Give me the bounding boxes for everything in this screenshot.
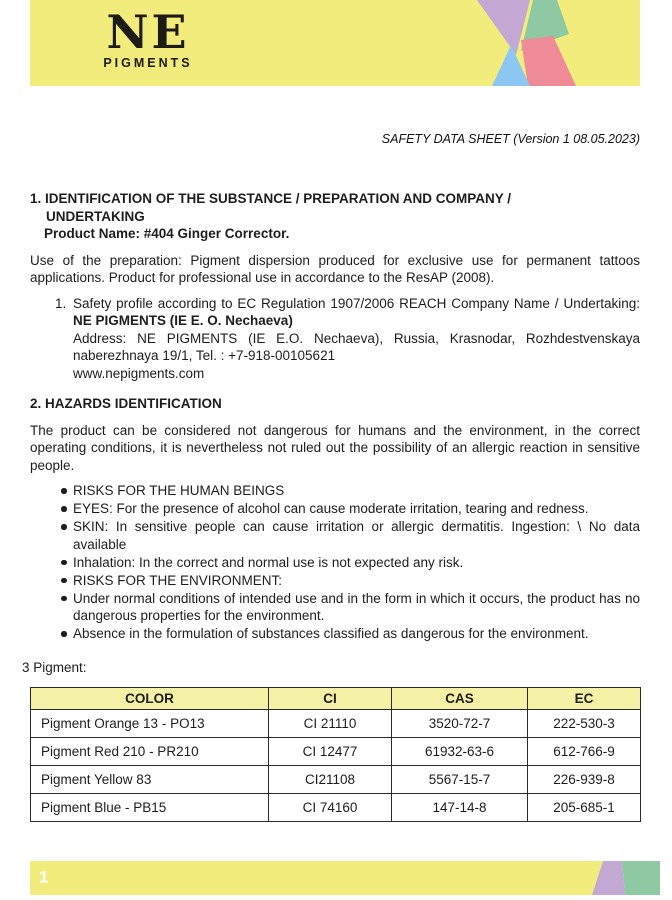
cell-ec: 226-939-8 bbox=[528, 766, 641, 794]
company-logo bbox=[88, 5, 208, 73]
cell-cas: 147-14-8 bbox=[392, 794, 528, 822]
bullet-text: SKIN: In sensitive people can cause irritation or allergic dermatitis. Ingestion: \ No data available bbox=[73, 519, 640, 552]
bullet-dot-icon bbox=[61, 488, 67, 494]
pigments-count-label: 3 Pigment: bbox=[22, 659, 87, 675]
company-website: www.nepigments.com bbox=[73, 365, 205, 381]
use-of-preparation-paragraph: Use of the preparation: Pigment dispersion produced for exclusive use for permanent tattoos applications. Product for professional use in accordance to the ResAP (2008). bbox=[30, 252, 640, 285]
cell-cas: 3520-72-7 bbox=[392, 710, 528, 738]
table-header-row bbox=[31, 688, 641, 710]
section2-heading: 2. HAZARDS IDENTIFICATION bbox=[30, 396, 222, 411]
table-row bbox=[31, 794, 641, 822]
cell-ec: 205-685-1 bbox=[528, 794, 641, 822]
cell-ci: CI 12477 bbox=[269, 738, 392, 766]
footer-decoration-shapes-icon bbox=[30, 861, 672, 895]
company-address: Address: NE PIGMENTS (IE E.O. Nechaeva), Russia, Krasnodar, Rozhdestvenskaya naberezhnaya 19/1, Tel. : +7-918-00105621 bbox=[73, 330, 640, 363]
cell-ec: 612-766-9 bbox=[528, 738, 641, 766]
cell-cas: 5567-15-7 bbox=[392, 766, 528, 794]
header-band bbox=[30, 0, 640, 86]
safety-profile-list-item bbox=[30, 295, 640, 383]
bullet-item bbox=[30, 572, 640, 590]
logo-pigments-text: PIGMENTS bbox=[103, 56, 193, 70]
cell-color: Pigment Yellow 83 bbox=[31, 766, 269, 794]
header-decoration-shapes-icon bbox=[463, 0, 613, 86]
list-number: 1. bbox=[55, 295, 67, 311]
bullet-dot-icon bbox=[61, 596, 67, 602]
bullet-item bbox=[30, 554, 640, 572]
bullet-text: RISKS FOR THE ENVIRONMENT: bbox=[73, 572, 283, 588]
cell-cas: 61932-63-6 bbox=[392, 738, 528, 766]
column-header-ec: EC bbox=[528, 688, 641, 710]
table-row bbox=[31, 710, 641, 738]
bullet-item bbox=[30, 625, 640, 643]
bullet-dot-icon bbox=[61, 631, 67, 637]
bullet-item bbox=[30, 500, 640, 518]
column-header-ci: CI bbox=[269, 688, 392, 710]
hazards-paragraph: The product can be considered not dangerous for humans and the environment, in the correct operating conditions, it is nevertheless not ruled out the possibility of an allergic reaction in sensitive people. bbox=[30, 422, 640, 473]
bullet-text: Under normal conditions of intended use and in the form in which it occurs, the product has no dangerous properties for the environment. bbox=[73, 590, 640, 623]
bullet-dot-icon bbox=[61, 506, 67, 512]
hazards-bullet-list bbox=[30, 482, 640, 643]
bullet-item bbox=[30, 590, 640, 625]
bullet-dot-icon bbox=[61, 524, 67, 530]
bullet-text: EYES: For the presence of alcohol can cause moderate irritation, tearing and redness. bbox=[73, 501, 589, 516]
logo-ne-text: NE bbox=[106, 5, 190, 59]
bullet-dot-icon bbox=[61, 560, 67, 566]
cell-ci: CI 74160 bbox=[269, 794, 392, 822]
pigments-table bbox=[30, 687, 641, 822]
section1-heading-line2: UNDERTAKING bbox=[46, 208, 145, 224]
cell-color: Pigment Red 210 - PR210 bbox=[31, 738, 269, 766]
cell-ci: CI 21110 bbox=[269, 710, 392, 738]
document-body bbox=[22, 190, 640, 822]
table-row bbox=[31, 738, 641, 766]
column-header-cas: CAS bbox=[392, 688, 528, 710]
product-name: Product Name: #404 Ginger Corrector. bbox=[44, 226, 290, 241]
table-row bbox=[31, 766, 641, 794]
page-number: 1 bbox=[39, 867, 49, 887]
cell-color: Pigment Orange 13 - PO13 bbox=[31, 710, 269, 738]
column-header-color: COLOR bbox=[31, 688, 269, 710]
bullet-dot-icon bbox=[61, 578, 67, 584]
section1-heading bbox=[30, 190, 640, 243]
safety-profile-lead: Safety profile according to EC Regulation 1907/2006 REACH Company Name / Undertaking: bbox=[73, 295, 640, 311]
company-name-bold: NE PIGMENTS (IE E. O. Nechaeva) bbox=[73, 313, 293, 328]
safety-profile-text bbox=[73, 295, 640, 330]
cell-ec: 222-530-3 bbox=[528, 710, 641, 738]
bullet-text: Inhalation: In the correct and normal use is not expected any risk. bbox=[73, 554, 464, 570]
bullet-item bbox=[30, 482, 640, 500]
document-title: SAFETY DATA SHEET (Version 1 08.05.2023) bbox=[381, 132, 640, 146]
footer-band bbox=[30, 861, 672, 895]
cell-color: Pigment Blue - PB15 bbox=[31, 794, 269, 822]
cell-ci: CI21108 bbox=[269, 766, 392, 794]
bullet-item bbox=[30, 518, 640, 553]
bullet-text: RISKS FOR THE HUMAN BEINGS bbox=[73, 483, 285, 498]
section1-heading-line1: 1. IDENTIFICATION OF THE SUBSTANCE / PREPARATION AND COMPANY / bbox=[30, 191, 512, 206]
bullet-text: Absence in the formulation of substances classified as dangerous for the environment. bbox=[73, 626, 589, 641]
